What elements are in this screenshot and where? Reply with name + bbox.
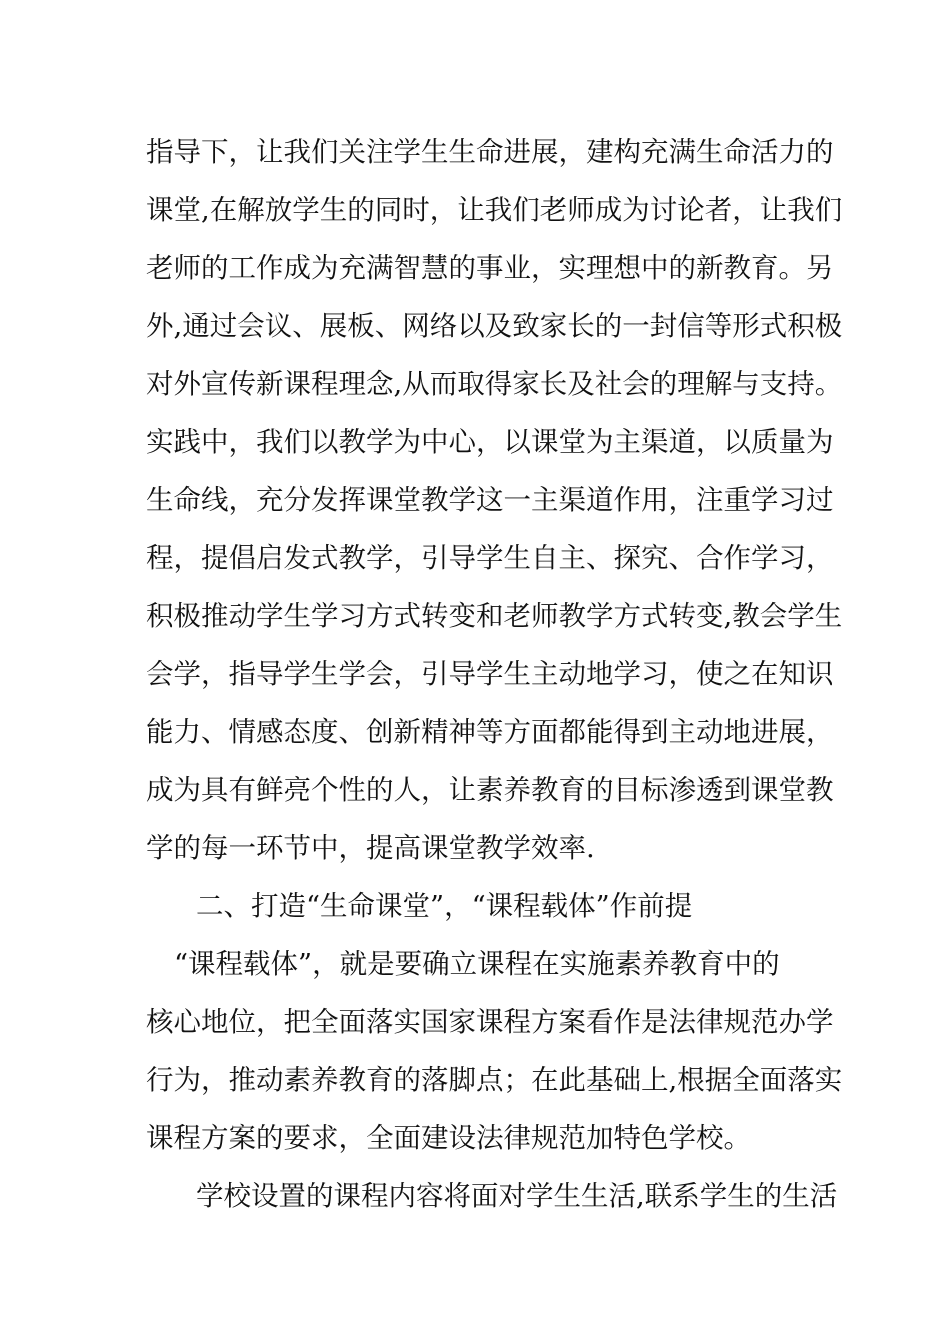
text-line: 学的每一环节中，提高课堂教学效率. [146,832,595,864]
text-line: 对外宣传新课程理念,从而取得家长及社会的理解与支持。 [146,368,843,400]
text-line: 行为，推动素养教育的落脚点；在此基础上,根据全面落实 [146,1064,843,1096]
text-line: 实践中，我们以教学为中心，以课堂为主渠道，以质量为 [146,426,834,458]
text-line: 外,通过会议、展板、网络以及致家长的一封信等形式积极 [146,310,843,342]
text-line: 课堂,在解放学生的同时，让我们老师成为讨论者，让我们 [146,194,843,226]
text-line: 指导下，让我们关注学生生命进展，建构充满生命活力的 [146,136,834,168]
text-line: 会学，指导学生学会，引导学生主动地学习，使之在知识 [146,658,834,690]
text-line: “课程载体”，就是要确立课程在实施素养教育中的 [174,948,780,980]
text-line: 能力、情感态度、创新精神等方面都能得到主动地进展， [146,716,834,748]
text-line: 积极推动学生学习方式转变和老师教学方式转变,教会学生 [146,600,843,632]
text-line: 程，提倡启发式教学，引导学生自主、探究、合作学习， [146,542,834,574]
text-line: 课程方案的要求，全面建设法律规范加特色学校。 [146,1122,751,1154]
text-line: 核心地位，把全面落实国家课程方案看作是法律规范办学 [146,1006,834,1038]
text-line: 成为具有鲜亮个性的人，让素养教育的目标渗透到课堂教 [146,774,834,806]
text-line: 老师的工作成为充满智慧的事业，实理想中的新教育。另 [146,252,834,284]
text-line: 生命线，充分发挥课堂教学这一主渠道作用，注重学习过 [146,484,834,516]
text-line: 学校设置的课程内容将面对学生生活,联系学生的生活 [196,1180,838,1212]
section-heading: 二、打造“生命课堂”，“课程载体”作前提 [196,890,693,922]
